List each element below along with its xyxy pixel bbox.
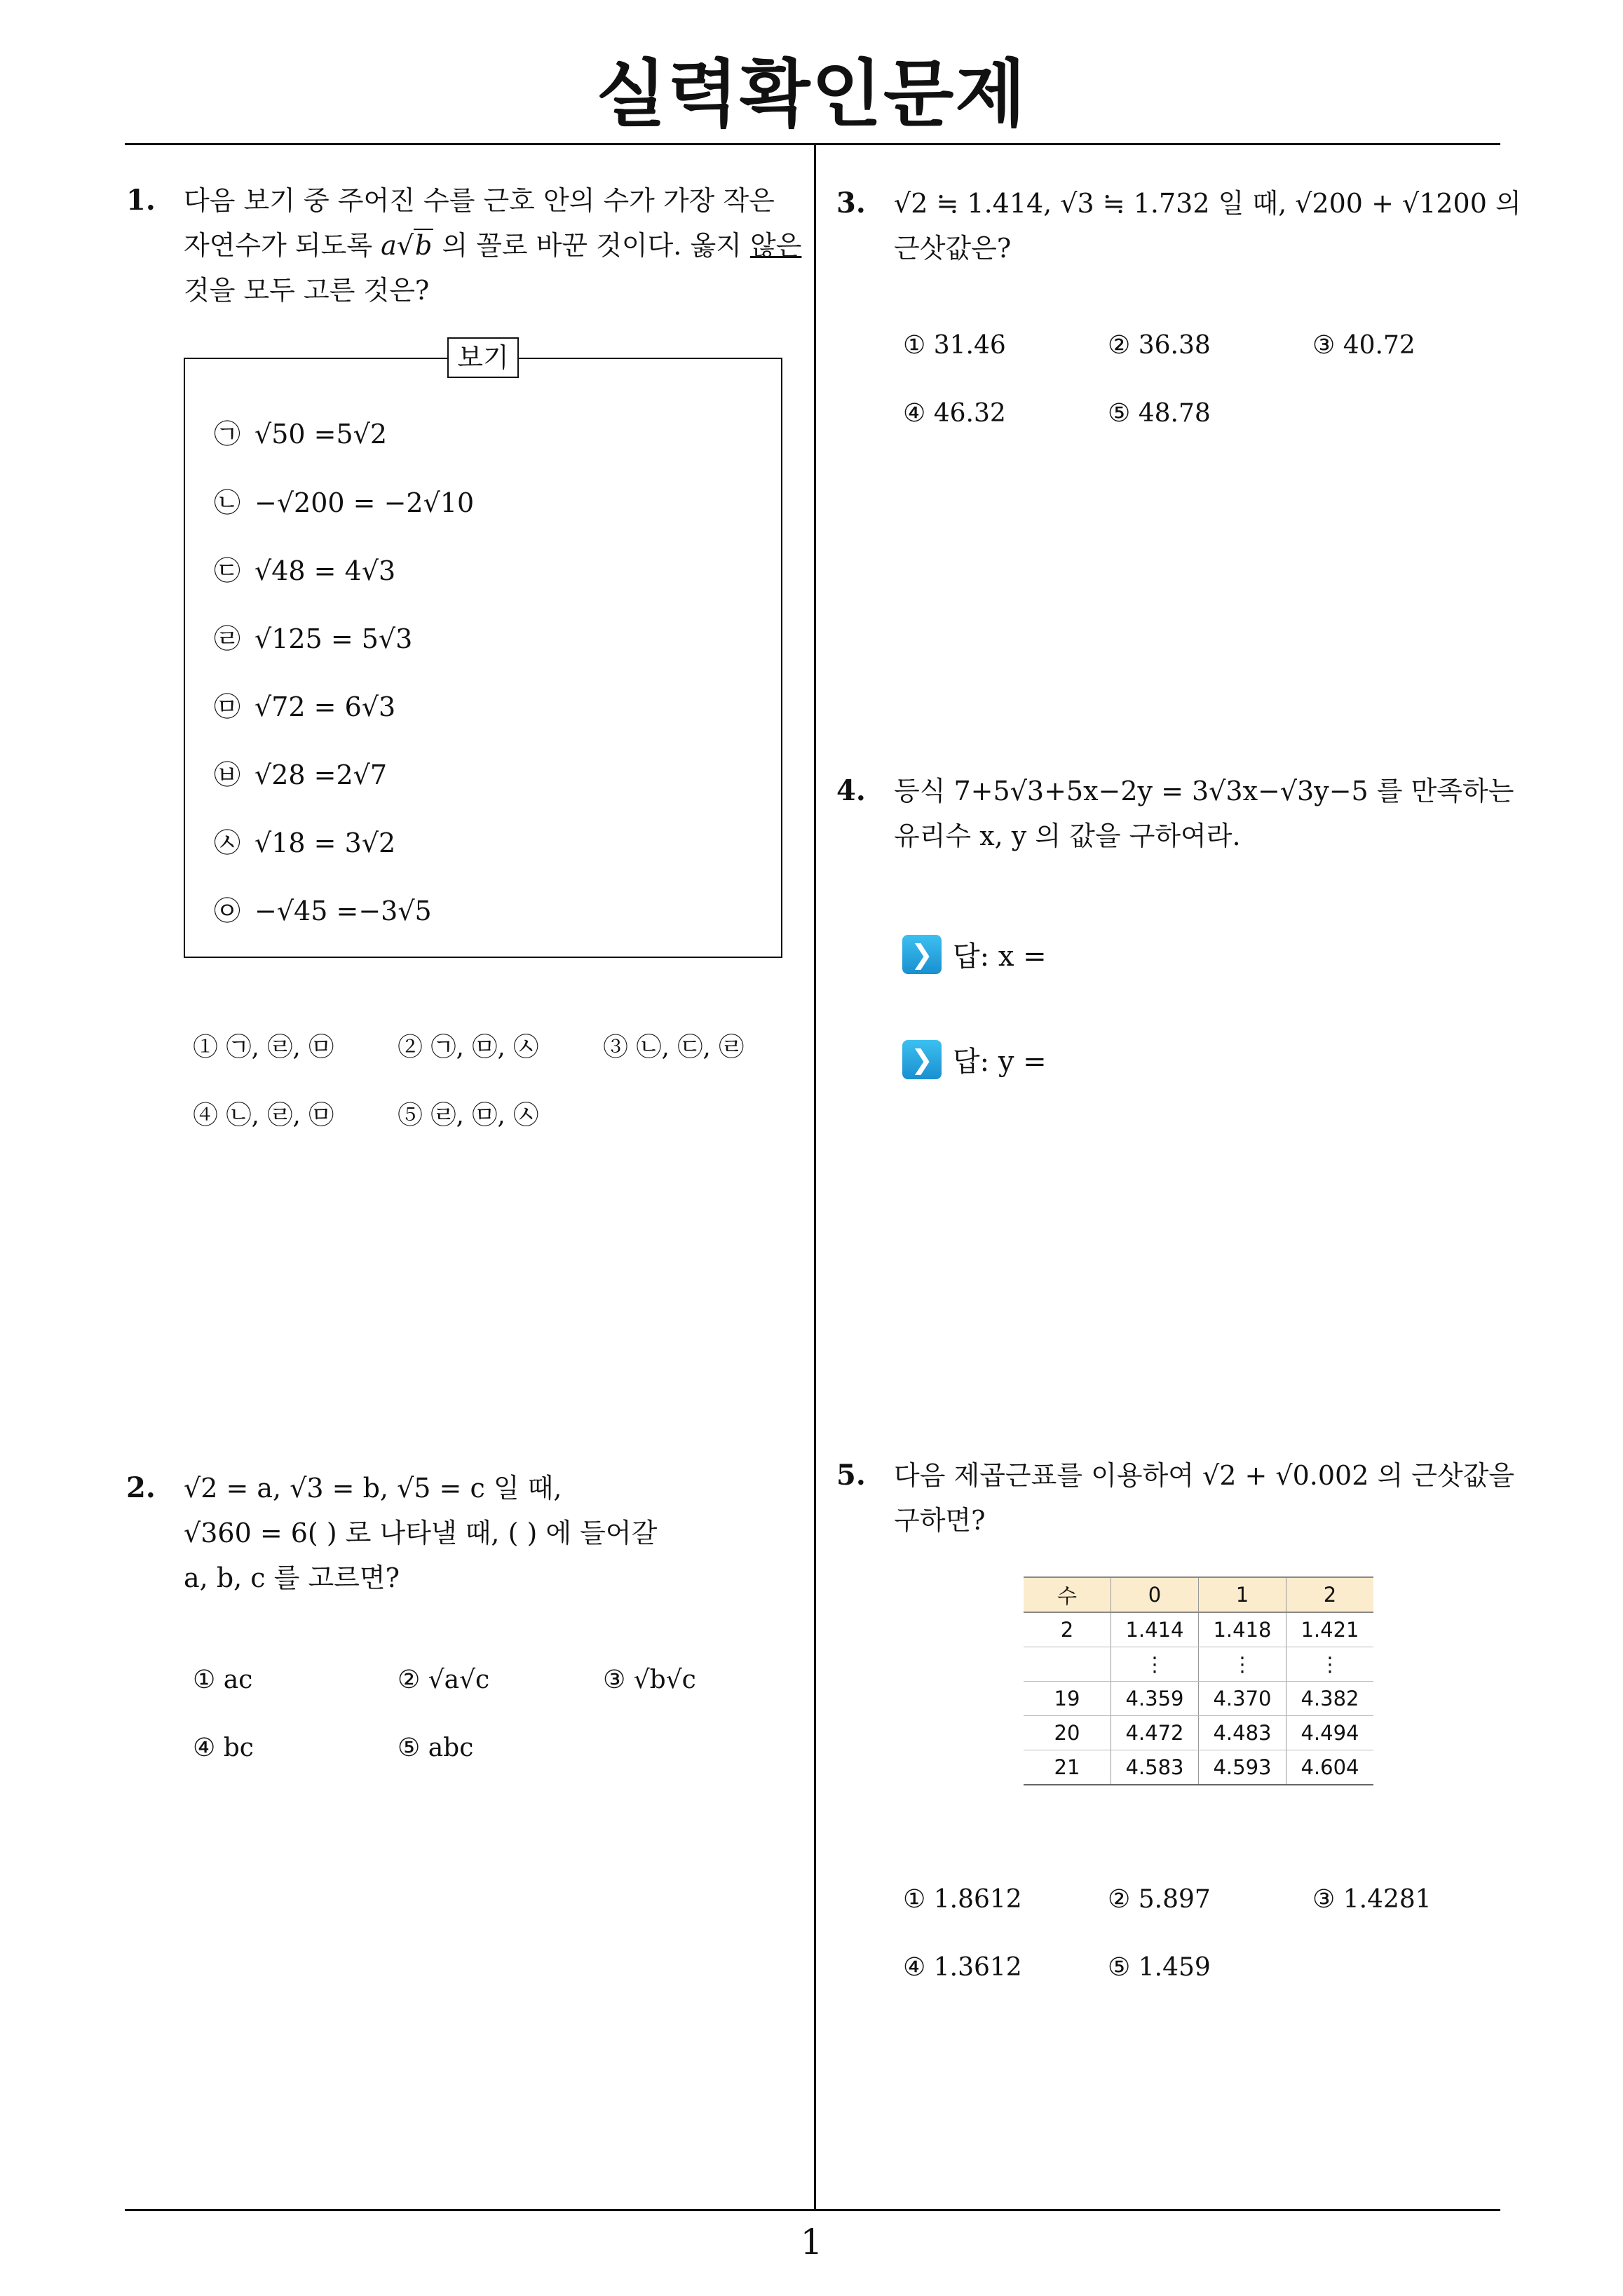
underlined-word: 않은 xyxy=(749,230,802,261)
question-line: 근삿값은? xyxy=(894,233,1012,264)
question-line: 자연수가 되도록 a√b 의 꼴로 바꾼 것이다. 옳지 않은 xyxy=(184,230,802,261)
table-row xyxy=(1024,1716,1373,1750)
table-cell: 2 xyxy=(1024,1612,1111,1647)
table-row xyxy=(1024,1647,1373,1682)
table-cell: 20 xyxy=(1024,1716,1111,1750)
question-number: 4. xyxy=(836,774,866,807)
choice-5[interactable]: ⑤ ㉣, ㉤, ㉦ xyxy=(398,1101,539,1130)
table-cell xyxy=(1024,1647,1111,1682)
table-cell: 1.418 xyxy=(1199,1612,1286,1647)
choice-4[interactable]: ④ bc xyxy=(193,1734,254,1762)
bogi-item: ㉢ √48 = 4√3 xyxy=(214,555,396,586)
choice-5[interactable]: ⑤ 1.459 xyxy=(1108,1953,1211,1982)
bogi-item: ㉧ −√45 =−3√5 xyxy=(214,896,432,926)
choice-4[interactable]: ④ 1.3612 xyxy=(903,1953,1022,1982)
choice-4[interactable]: ④ ㉡, ㉣, ㉤ xyxy=(193,1101,334,1130)
question-number: 1. xyxy=(126,184,156,217)
bogi-item: ㉥ √28 =2√7 xyxy=(214,759,388,790)
table-cell: 4.359 xyxy=(1111,1682,1199,1716)
chevron-right-icon: ❯ xyxy=(902,1040,942,1079)
choice-4[interactable]: ④ 46.32 xyxy=(903,399,1006,428)
math-expr: a√b xyxy=(381,230,433,261)
table-header-row xyxy=(1024,1577,1373,1612)
question-line: 것을 모두 고른 것은? xyxy=(184,275,430,306)
choice-2[interactable]: ② ㉠, ㉤, ㉦ xyxy=(398,1033,539,1062)
question-line: √2 = a, √3 = b, √5 = c 일 때, xyxy=(184,1473,562,1504)
chevron-right-icon: ❯ xyxy=(902,935,942,974)
header-rule xyxy=(125,143,1500,145)
table-header-cell: 수 xyxy=(1024,1577,1111,1612)
table-cell: 4.382 xyxy=(1286,1682,1374,1716)
bogi-item: ㉤ √72 = 6√3 xyxy=(214,691,396,722)
table-cell: ⋮ xyxy=(1286,1647,1374,1682)
table-cell: 21 xyxy=(1024,1750,1111,1785)
table-header-cell: 1 xyxy=(1199,1577,1286,1612)
choice-3[interactable]: ③ 40.72 xyxy=(1312,331,1415,360)
question-text xyxy=(894,181,1521,271)
table-cell: 1.421 xyxy=(1286,1612,1374,1647)
square-root-table xyxy=(1024,1576,1373,1785)
answer-field-x[interactable]: ❯ 답: x = xyxy=(902,934,1047,974)
choice-3[interactable]: ③ 1.4281 xyxy=(1312,1885,1432,1914)
choice-1[interactable]: ① 1.8612 xyxy=(903,1885,1022,1914)
question-line: √2 ≒ 1.414, √3 ≒ 1.732 일 때, √200 + √1200 의 xyxy=(894,188,1521,219)
bogi-item: ㉦ √18 = 3√2 xyxy=(214,828,396,858)
bogi-item: ㉠ √50 =5√2 xyxy=(214,419,388,450)
table-cell: 4.483 xyxy=(1199,1716,1286,1750)
choice-2[interactable]: ② 5.897 xyxy=(1108,1885,1211,1914)
question-text xyxy=(184,178,801,313)
table-cell: 4.472 xyxy=(1111,1716,1199,1750)
column-divider xyxy=(814,144,816,2210)
table-cell: 19 xyxy=(1024,1682,1111,1716)
question-number: 3. xyxy=(836,187,866,220)
question-line: 등식 7+5√3+5x−2y = 3√3x−√3y−5 를 만족하는 xyxy=(894,776,1514,806)
question-line: a, b, c 를 고르면? xyxy=(184,1562,400,1593)
choice-2[interactable]: ② 36.38 xyxy=(1108,331,1211,360)
table-cell: 4.370 xyxy=(1199,1682,1286,1716)
question-text xyxy=(894,1453,1514,1543)
choice-3[interactable]: ③ ㉡, ㉢, ㉣ xyxy=(603,1033,745,1062)
table-cell: 4.583 xyxy=(1111,1750,1199,1785)
bogi-item: ㉣ √125 = 5√3 xyxy=(214,623,413,654)
table-cell: 4.494 xyxy=(1286,1716,1374,1750)
bogi-item: ㉡ −√200 = −2√10 xyxy=(214,487,475,518)
choice-2[interactable]: ② √a√c xyxy=(398,1666,490,1694)
table-cell: ⋮ xyxy=(1111,1647,1199,1682)
table-row xyxy=(1024,1612,1373,1647)
choice-1[interactable]: ① ㉠, ㉣, ㉤ xyxy=(193,1033,334,1062)
page-number: 1 xyxy=(800,2222,823,2262)
question-line: √360 = 6( ) 로 나타낼 때, ( ) 에 들어갈 xyxy=(184,1518,658,1548)
choice-5[interactable]: ⑤ abc xyxy=(398,1734,474,1762)
footer-rule xyxy=(125,2209,1500,2211)
table-header-cell: 2 xyxy=(1286,1577,1374,1612)
choice-1[interactable]: ① ac xyxy=(193,1666,253,1694)
answer-field-y[interactable]: ❯ 답: y = xyxy=(902,1039,1047,1079)
table-row xyxy=(1024,1750,1373,1785)
question-line: 다음 제곱근표를 이용하여 √2 + √0.002 의 근삿값을 xyxy=(894,1460,1515,1491)
table-cell: ⋮ xyxy=(1199,1647,1286,1682)
question-text xyxy=(894,769,1514,858)
question-line: 구하면? xyxy=(894,1505,986,1536)
choice-3[interactable]: ③ √b√c xyxy=(603,1666,696,1694)
bogi-label: 보기 xyxy=(447,337,519,378)
choice-1[interactable]: ① 31.46 xyxy=(903,331,1006,360)
table-cell: 4.593 xyxy=(1199,1750,1286,1785)
question-number: 2. xyxy=(126,1471,156,1504)
table-cell: 1.414 xyxy=(1111,1612,1199,1647)
table-row xyxy=(1024,1682,1373,1716)
table-header-cell: 0 xyxy=(1111,1577,1199,1612)
choice-5[interactable]: ⑤ 48.78 xyxy=(1108,399,1211,428)
question-text xyxy=(184,1466,657,1600)
page-title: 실력확인문제 xyxy=(596,51,1027,137)
question-line: 유리수 x, y 의 값을 구하여라. xyxy=(894,821,1241,851)
question-number: 5. xyxy=(836,1459,866,1492)
table-cell: 4.604 xyxy=(1286,1750,1374,1785)
question-line: 다음 보기 중 주어진 수를 근호 안의 수가 가장 작은 xyxy=(184,185,775,216)
